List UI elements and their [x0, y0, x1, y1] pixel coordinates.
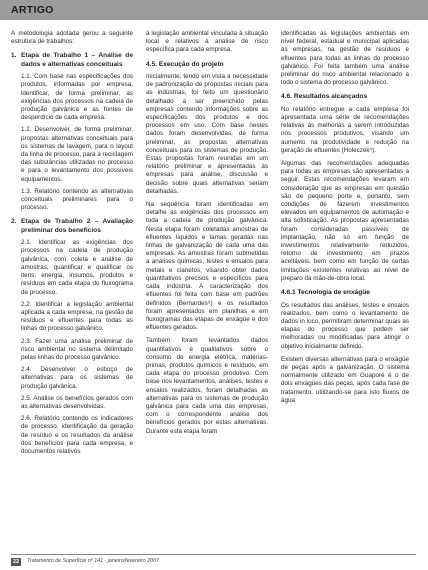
paragraph: No relatório entregue a cada empresa foi apresentada uma série de recomendações relativas às melhorias a serem introduzidas nos processos produtivos, visando um aumento na produtividade e redução na geração de efluentes (Holeczek⁵).	[281, 105, 409, 154]
paragraph: Existem diversas alternativas para o enxágüe de peças após a galvanização. O sistema normalmente utilizado em Guaporé é o de dois enxágües das peças, após cada fase de tratamento, utilizando-se para isto fluxos de água	[281, 355, 409, 404]
column-3	[281, 30, 409, 410]
list-item: 1.1. Com base nas especificações dos produtos, informadas por empresa, identificar, de forma preliminar, as exigências dos processos na cadeia de produção galvânica e as fontes de desperdício de cada empresa.	[21, 73, 133, 122]
list-item: 2.3. Fazer uma análise preliminar de risco ambiental no sistema delimitado pelas linhas do processo galvânico.	[21, 337, 133, 361]
list-item: 2.6. Relatório contendo os indicadores de processo, identificação da geração de resíduo e os resultados da análise dos benefícios para cada empresa, e documentos relativos	[21, 415, 133, 455]
journal-citation: Tratamento de Superfície nº 141 · janeiro/fevereiro 2007	[27, 558, 159, 564]
list-item: 1.2. Desenvolver, de forma preliminar, propostas alternativas conceituais para os sistemas de lavagem, para o layout da linha de processo, para a reciclagem das substâncias utilizadas no processo e para o levantamento dos possíveis equipamentos.	[21, 126, 133, 183]
list-item: 1.3. Relatório contendo as alternativas conceituais preliminares para o processo.	[21, 187, 133, 212]
section-heading-4-6: 4.6. Resultados alcançados	[281, 93, 368, 101]
page-number: 22	[13, 559, 20, 565]
list-item: 2.4. Desenvolver o esboço de alternativas para os sistemas de produção galvânica.	[21, 366, 133, 390]
section-heading-4-5: 4.5. Execução do projeto	[146, 60, 224, 68]
step-1-heading	[11, 52, 133, 69]
list-item: 2.5. Análise os benefícios gerados com as alternativas desenvolvidas.	[21, 394, 133, 410]
section-heading-4-6-1: 4.6.1 Tecnologia de enxágüe	[281, 289, 370, 297]
step-2-list	[21, 239, 133, 456]
step-1-list	[21, 73, 133, 212]
page-footer	[11, 554, 416, 567]
paragraph: identificadas as legislações ambientais em nível federal, estadual e municipal aplicadas às empresas, na gestão de resíduos e efluentes para todas as linhas do processo galvânico. Foi feita também uma análise preliminar do risco ambiental relacionado a todo o sistema do processo galvânico.	[281, 30, 409, 87]
step-2-number: 2.	[11, 218, 17, 226]
paragraph: à legislação ambiental vinculada à situação local e relativos à análise de risco específica para cada empresa.	[146, 30, 268, 54]
paragraph: Inicialmente, tendo em vista a necessidade de padronização de propostas iniciais para as indústrias, foi feito um questionário detalhado a ser preenchido pelas empresas contendo informações sobre as especificações dos produtos e dos processos em uso. Com base nestes dados foram desenvolvidas, de forma preliminar, as propostas alternativas conceituais para os sistemas de produção. Estas propostas foram reunidas em um relatório preliminar e apresentadas às empresas para análise, discussão e decisão sobre quais alternativas seriam detalhadas.	[146, 73, 268, 195]
step-2-title: Etapa de Trabalho 2 – Avaliação preliminar dos benefícios	[21, 218, 133, 234]
paragraph: Também foram levantados dados quantitativos e qualitativos sobre o consumo de energia elétrica, matérias-primas, produtos químicos e resíduos, em cada etapa do processo produtivo. Com base nos levantamentos, análises, testes e ensaios realizados, foram detalhadas as alternativas para os sistemas de produção galvânica para cada uma das empresas, com o correspondente análise dos benefícios gerados por estas alternativas. Durante esta etapa foram	[146, 337, 268, 435]
step-2-heading	[11, 218, 133, 235]
section-label: ARTIGO	[11, 4, 54, 16]
step-1-title: Etapa de Trabalho 1 – Análise de dados e alternativas conceituais	[21, 52, 133, 68]
paragraph: Na sequência foram identificadas em detalhe as exigências dos processos em toda a cadeia de produção galvânica. Nesta etapa foram coletadas amostras de efluentes líquidos e lamas geradas nas linhas de galvanização de cada uma das empresas. As amostras foram submetidas a análises químicas, testes e ensaios para metais e cianetos, visando obter dados quantitativos precisos e específicos para cada indústria. A caracterização dos efluentes foi feita com base em padrões definidos (Bernardes⁹) e os resultados foram apresentados em planilhas e em fluxogramas das etapas de enxágüe e dos efluentes gerados.	[146, 201, 268, 332]
intro-paragraph: A metodologia adotada gerou a seguinte estrutura de trabalhos:	[11, 30, 133, 46]
paragraph: Os resultados das análises, testes e ensaios realizados, bem como o levantamento de dados in loco, permitiram determinar quais as etapas do processo que podem ser melhoradas ou modificadas para atingir o objetivo inicialmente definido.	[281, 301, 409, 350]
paragraph: Algumas das recomendações adequadas para todas as empresas são apresentadas a seguir. Estas recomendações levaram em consideração que as empresas em questão são de pequeno porte e, portanto, sem condições de fazerem investimentos elevados em equipamentos de automação e alta sofisticação. As propostas apresentadas foram consideradas passíveis de implantação, não só em função de investimentos relativamente reduzidos, retorno de investimento em prazos aceitáveis, bem como em função de certas limitações existentes relativas ao nível de preparo da mão-de-obra local.	[281, 160, 409, 282]
column-1	[11, 30, 133, 460]
list-item: 2.2. Identificar a legislação ambiental aplicada a cada empresa, na gestão de resíduos e efluentes para todas as linhas do processo galvânico.	[21, 300, 133, 333]
column-2	[146, 30, 268, 441]
list-item: 2.1. Identificar as exigências dos processos na cadeia de produção galvânica, com coleta e análise de amostras, quantificar e qualificar os itens: energia, insumos, produtos e resíduos em cada etapa do fluxograma de processo.	[21, 239, 133, 296]
section-header-bar	[0, 0, 428, 20]
step-1-number: 1.	[11, 52, 17, 60]
